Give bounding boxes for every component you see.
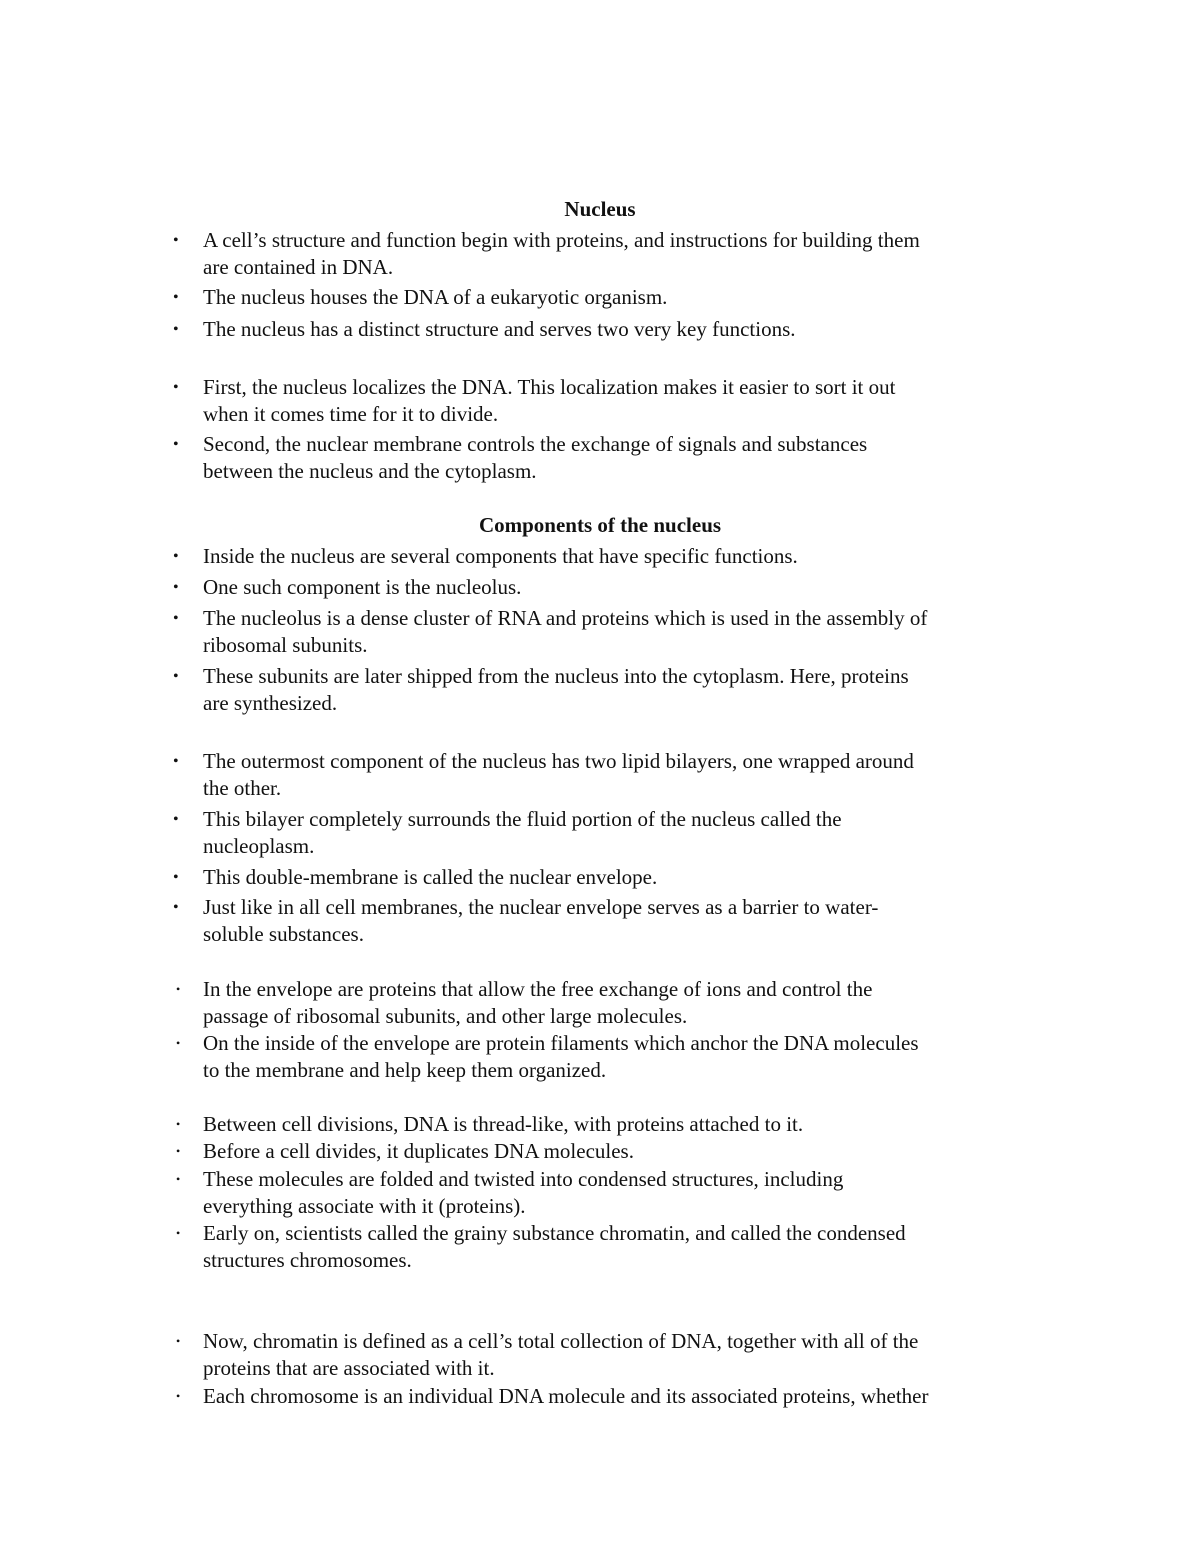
bullet-icon: • (176, 1172, 181, 1186)
list-item-text: These subunits are later shipped from the nucleus into the cytoplasm. Here, proteins are synthesized. (203, 664, 909, 715)
bullet-icon: • (173, 579, 179, 596)
list-item-text: One such component is the nucleolus. (203, 575, 522, 599)
list-item (173, 1328, 1033, 1382)
list-item-text: Inside the nucleus are several components that have specific functions. (203, 544, 798, 568)
list-item-text: These molecules are folded and twisted into condensed structures, including everything associate with it (proteins). (203, 1167, 844, 1218)
list-item-text: Early on, scientists called the grainy substance chromatin, and called the condensed structures chromosomes. (203, 1221, 906, 1272)
list-item-text: First, the nucleus localizes the DNA. This localization makes it easier to sort it out when it comes time for it to divide. (203, 375, 896, 426)
bullet-icon: • (176, 1117, 181, 1131)
list-item (173, 374, 1033, 428)
list-item (173, 431, 1033, 485)
list-item (173, 227, 1033, 281)
bullet-icon: • (173, 610, 179, 627)
list-item (173, 864, 1033, 891)
list-item (173, 1220, 1033, 1274)
bullet-icon: • (176, 1036, 181, 1050)
list-item (173, 605, 1033, 659)
list-item (173, 748, 1033, 802)
list-item (173, 1383, 1033, 1410)
list-item (173, 1111, 1033, 1138)
heading-components: Components of the nucleus (478, 513, 722, 537)
list-item-text: Between cell divisions, DNA is thread-like, with proteins attached to it. (203, 1112, 804, 1136)
bullet-icon: • (176, 1226, 181, 1240)
list-item-text: Now, chromatin is defined as a cell’s total collection of DNA, together with all of the proteins that are associated with it. (203, 1329, 919, 1380)
bullet-icon: • (173, 289, 179, 306)
bullet-icon: • (173, 753, 179, 770)
bullet-icon: • (173, 379, 179, 396)
list-item (173, 894, 1033, 948)
list-item-text: Before a cell divides, it duplicates DNA molecules. (203, 1139, 634, 1163)
bullet-icon: • (173, 436, 179, 453)
list-item (173, 574, 1033, 601)
list-item-text: The outermost component of the nucleus has two lipid bilayers, one wrapped around the other. (203, 749, 914, 800)
bullet-icon: • (173, 899, 179, 916)
bullet-icon: • (173, 811, 179, 828)
list-item (173, 1166, 1033, 1220)
list-item-text: The nucleolus is a dense cluster of RNA and proteins which is used in the assembly of ribosomal subunits. (203, 606, 928, 657)
list-item-text: Second, the nuclear membrane controls the exchange of signals and substances between the nucleus and the cytoplasm. (203, 432, 868, 483)
list-item-text: A cell’s structure and function begin with proteins, and instructions for building them are contained in DNA. (203, 228, 920, 279)
bullet-icon: • (176, 1144, 181, 1158)
list-item-text: The nucleus has a distinct structure and serves two very key functions. (203, 317, 796, 341)
bullet-icon: • (176, 1334, 181, 1348)
list-item (173, 663, 1033, 717)
list-item (173, 806, 1033, 860)
list-item-text: This bilayer completely surrounds the fluid portion of the nucleus called the nucleoplasm. (203, 807, 842, 858)
list-item-text: This double-membrane is called the nuclear envelope. (203, 865, 658, 889)
bullet-icon: • (173, 548, 179, 565)
list-item (173, 284, 1033, 311)
list-item (173, 1138, 1033, 1165)
bullet-icon: • (173, 232, 179, 249)
list-item-text: The nucleus houses the DNA of a eukaryotic organism. (203, 285, 668, 309)
list-item-text: Just like in all cell membranes, the nuclear envelope serves as a barrier to water- soluble substances. (203, 895, 879, 946)
bullet-icon: • (173, 321, 179, 338)
list-item (173, 976, 1033, 1030)
bullet-icon: • (176, 982, 181, 996)
bullet-icon: • (173, 668, 179, 685)
heading-nucleus: Nucleus (564, 197, 636, 221)
bullet-icon: • (176, 1389, 181, 1403)
bullet-icon: • (173, 869, 179, 886)
list-item (173, 1030, 1033, 1084)
list-item-text: In the envelope are proteins that allow the free exchange of ions and control the passage of ribosomal subunits, and other large molecules. (203, 977, 873, 1028)
list-item (173, 543, 1033, 570)
list-item-text: Each chromosome is an individual DNA molecule and its associated proteins, whether (203, 1384, 929, 1408)
list-item (173, 316, 1033, 343)
list-item-text: On the inside of the envelope are protein filaments which anchor the DNA molecules to the membrane and help keep them organized. (203, 1031, 919, 1082)
